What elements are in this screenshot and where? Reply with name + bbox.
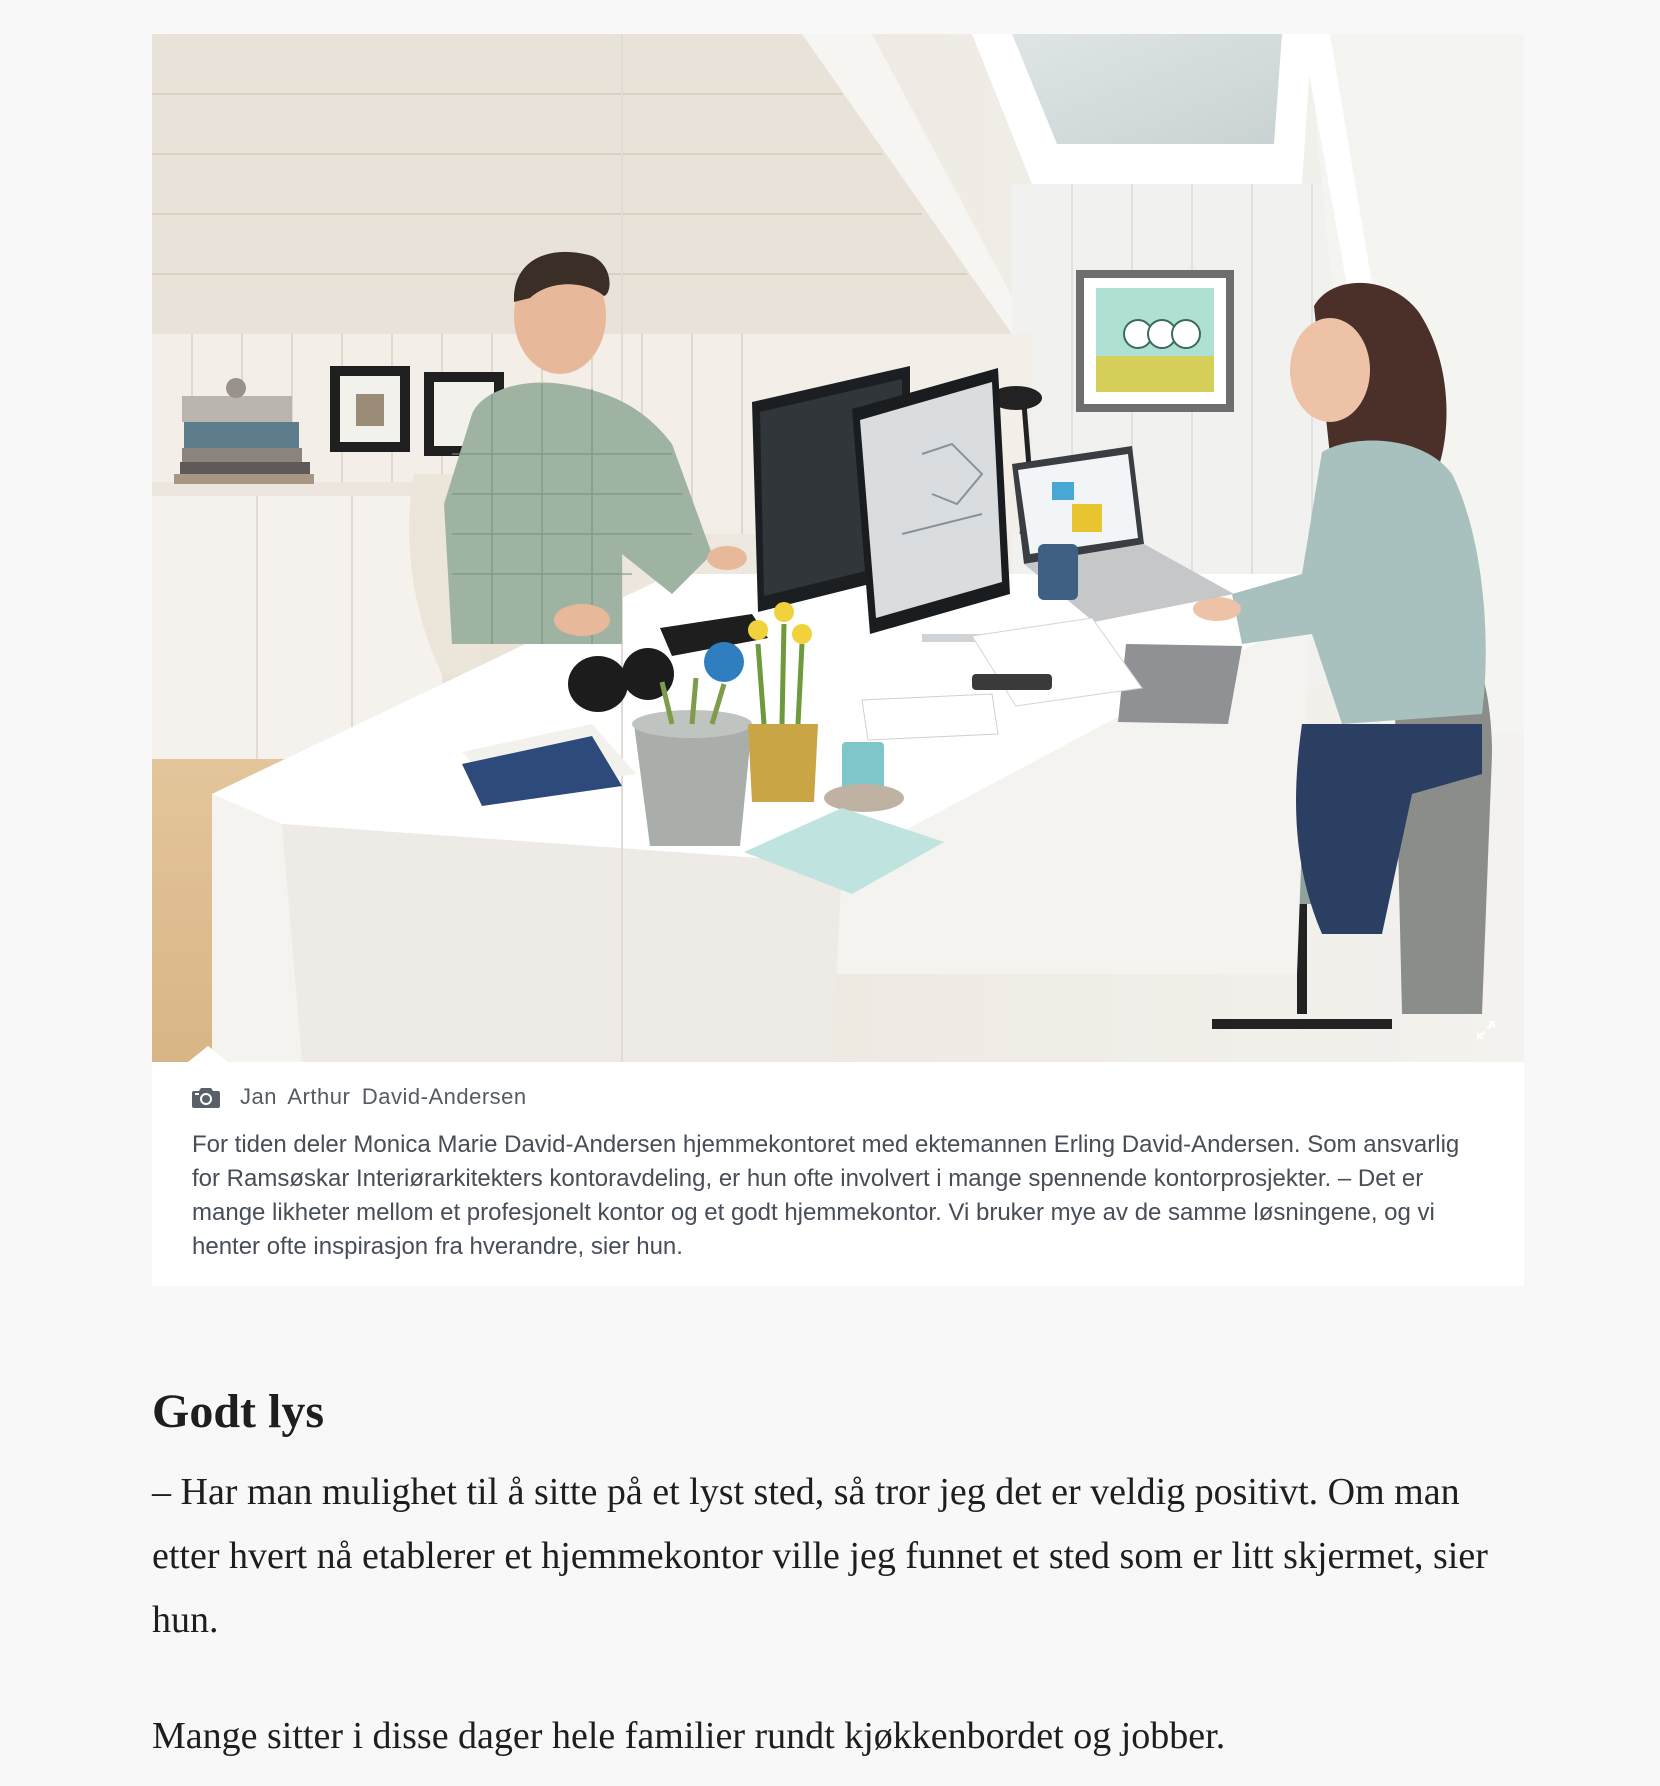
body-paragraph-2: Mange sitter i disse dager hele familier rundt kjøkkenbordet og jobber. (152, 1715, 1226, 1757)
body-paragraph-1: – Har man mulighet til å sitte på et lyst sted, så tror jeg det er veldig positivt. Om man etter hvert nå etablerer et hjemmekontor ville jeg funnet et sted som er litt skjermet, sier hun. (152, 1471, 1488, 1641)
figure-caption (152, 1062, 1524, 1286)
article (152, 34, 1524, 1768)
caption-pointer (188, 1046, 228, 1062)
photo-credit (192, 1080, 1484, 1114)
expand-icon[interactable] (1474, 1018, 1498, 1042)
section-heading: Godt lys (152, 1385, 325, 1438)
photo-illustration (152, 34, 1524, 1062)
photographer-name: Jan Arthur David-Andersen (240, 1084, 527, 1109)
caption-text: For tiden deler Monica Marie David-Andersen hjemmekontoret med ektemannen Erling David-Andersen. Som ansvarlig for Ramsøskar Interiørarkitekters kontoravdeling, er hun ofte involvert i mange spennende kontorprosjekter. – Det er mange likheter mellom et profesjonelt kontor og et godt hjemmekontor. Vi bruker mye av de samme løsningene, og vi henter ofte inspirasjon fra hverandre, sier hun. (192, 1131, 1460, 1260)
article-photo[interactable] (152, 34, 1524, 1062)
camera-icon (192, 1086, 220, 1108)
article-figure (152, 34, 1524, 1286)
